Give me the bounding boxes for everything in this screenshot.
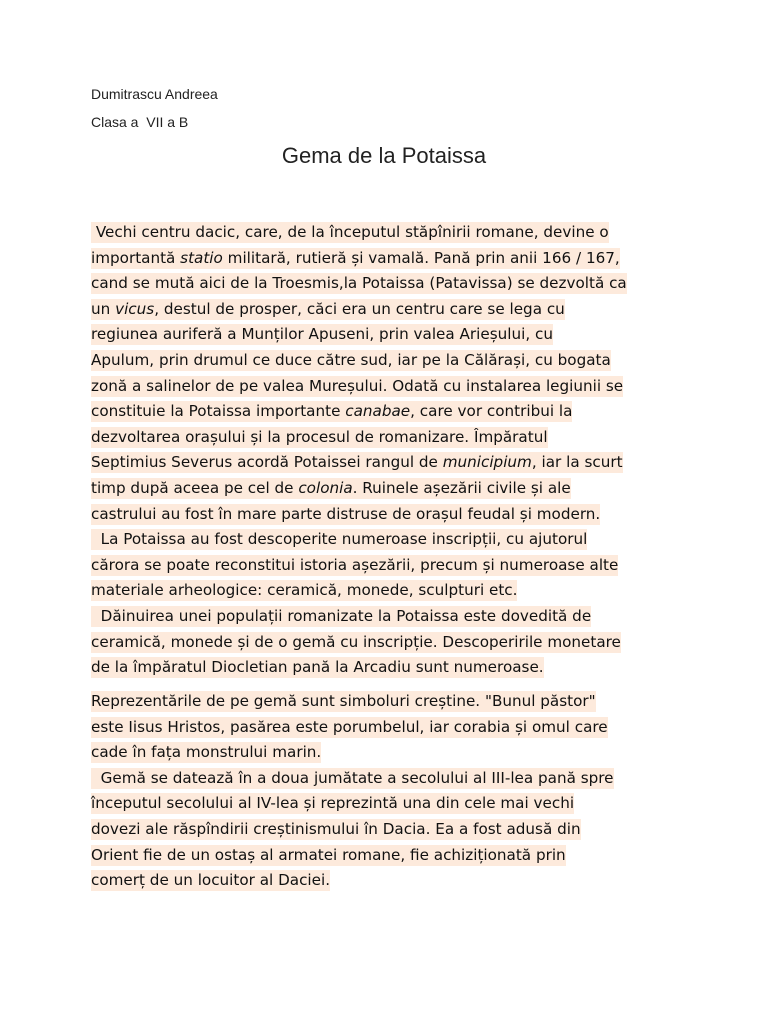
text-line	[91, 604, 711, 630]
text-run: cărora se poate reconstitui istoria așezării, precum și numeroase alte	[91, 555, 619, 574]
text-line	[91, 348, 711, 374]
text-run: , destul de prosper, căci era un centru care se lega cu	[154, 299, 565, 318]
text-run: . Ruinele așezării civile și ale	[352, 478, 571, 497]
document-title: Gema de la Potaissa	[281, 143, 487, 168]
text-line	[91, 843, 711, 869]
text-run: de la împăratul Diocletian pană la Arcadiu sunt numeroase.	[91, 658, 544, 677]
text-run: zonă a salinelor de pe valea Mureșului. Odată cu instalarea legiunii se	[91, 376, 624, 395]
text-line	[91, 322, 711, 348]
text-line	[91, 740, 711, 766]
italic-term: vicus	[115, 299, 155, 318]
text-run: Vechi centru dacic, care, de la începutul stăpînirii romane, devine o	[91, 223, 609, 241]
author-name: Dumitrascu Andreea	[91, 86, 218, 102]
text-line	[91, 502, 711, 528]
text-run: regiunea auriferă a Munților Apuseni, prin valea Arieșului, cu	[91, 325, 553, 344]
text-run: dezvoltarea orașului și la procesul de romanizare. Împăratul	[91, 427, 548, 446]
text-run: cade în fața monstrului marin.	[91, 743, 322, 762]
text-run: , iar la scurt	[531, 453, 623, 472]
text-run: dovezi ale răspîndirii creștinismului în Dacia. Ea a fost adusă din	[91, 819, 581, 838]
text-line	[91, 553, 711, 579]
text-line	[91, 578, 711, 604]
text-line	[91, 246, 711, 272]
text-run: constituie la Potaissa importante	[91, 402, 346, 421]
text-line	[91, 766, 711, 792]
text-run: materiale arheologice: ceramică, monede, sculpturi etc.	[91, 581, 518, 600]
gem-description-paragraphs	[91, 689, 711, 894]
text-run: Apulum, prin drumul ce duce către sud, iar pe la Călărași, cu bogata	[91, 350, 611, 369]
italic-term: municipium	[442, 453, 532, 472]
text-run: castrului au fost în mare parte distruse de orașul feudal și modern.	[91, 504, 601, 523]
italic-term: canabae	[345, 402, 411, 421]
text-line	[91, 374, 711, 400]
text-run: cand se mută aici de la Troesmis,la Potaissa (Patavissa) se dezvoltă ca	[91, 274, 627, 293]
text-run: Orient fie de un ostaș al armatei romane, fie achiziționată prin	[91, 845, 566, 864]
text-run: timp după aceea pe cel de	[91, 478, 299, 497]
text-line	[91, 220, 711, 246]
text-run: este Iisus Hristos, pasărea este porumbelul, iar corabia și omul care	[91, 717, 608, 736]
italic-term: statio	[180, 248, 223, 267]
text-line	[91, 450, 711, 476]
text-run: ceramică, monede și de o gemă cu inscripție. Descoperirile monetare	[91, 632, 621, 651]
text-line	[91, 271, 711, 297]
text-run: Reprezentările de pe gemă sunt simboluri creștine. "Bunul păstor"	[91, 692, 596, 710]
text-run: importantă	[91, 248, 181, 267]
class-label: Clasa a VII a B	[91, 114, 189, 130]
text-line	[91, 655, 711, 681]
text-line	[91, 817, 711, 843]
text-line	[91, 527, 711, 553]
text-run: un	[91, 299, 116, 318]
text-run: , care vor contribui la	[410, 402, 573, 421]
italic-term: colonia	[298, 478, 353, 497]
text-line	[91, 630, 711, 656]
text-line	[91, 791, 711, 817]
text-run: comerț de un locuitor al Daciei.	[91, 871, 331, 890]
text-run: militară, rutieră și vamală. Pană prin anii 166 / 167,	[222, 248, 620, 267]
text-run: La Potaissa au fost descoperite numeroase inscripții, cu ajutorul	[91, 530, 588, 549]
text-run: Gemă se datează în a doua jumătate a secolului al III-lea pană spre	[91, 768, 614, 787]
text-line	[91, 399, 711, 425]
text-line	[91, 425, 711, 451]
text-line	[91, 715, 711, 741]
text-run: Dăinuirea unei populații romanizate la Potaissa este dovedită de	[91, 606, 592, 625]
main-paragraphs	[91, 220, 711, 681]
text-line	[91, 297, 711, 323]
text-line	[91, 689, 711, 715]
text-line	[91, 868, 711, 894]
text-run: Septimius Severus acordă Potaissei rangul de	[91, 453, 443, 472]
text-run: începutul secolului al IV-lea și reprezintă una din cele mai vechi	[91, 794, 575, 813]
text-line	[91, 476, 711, 502]
